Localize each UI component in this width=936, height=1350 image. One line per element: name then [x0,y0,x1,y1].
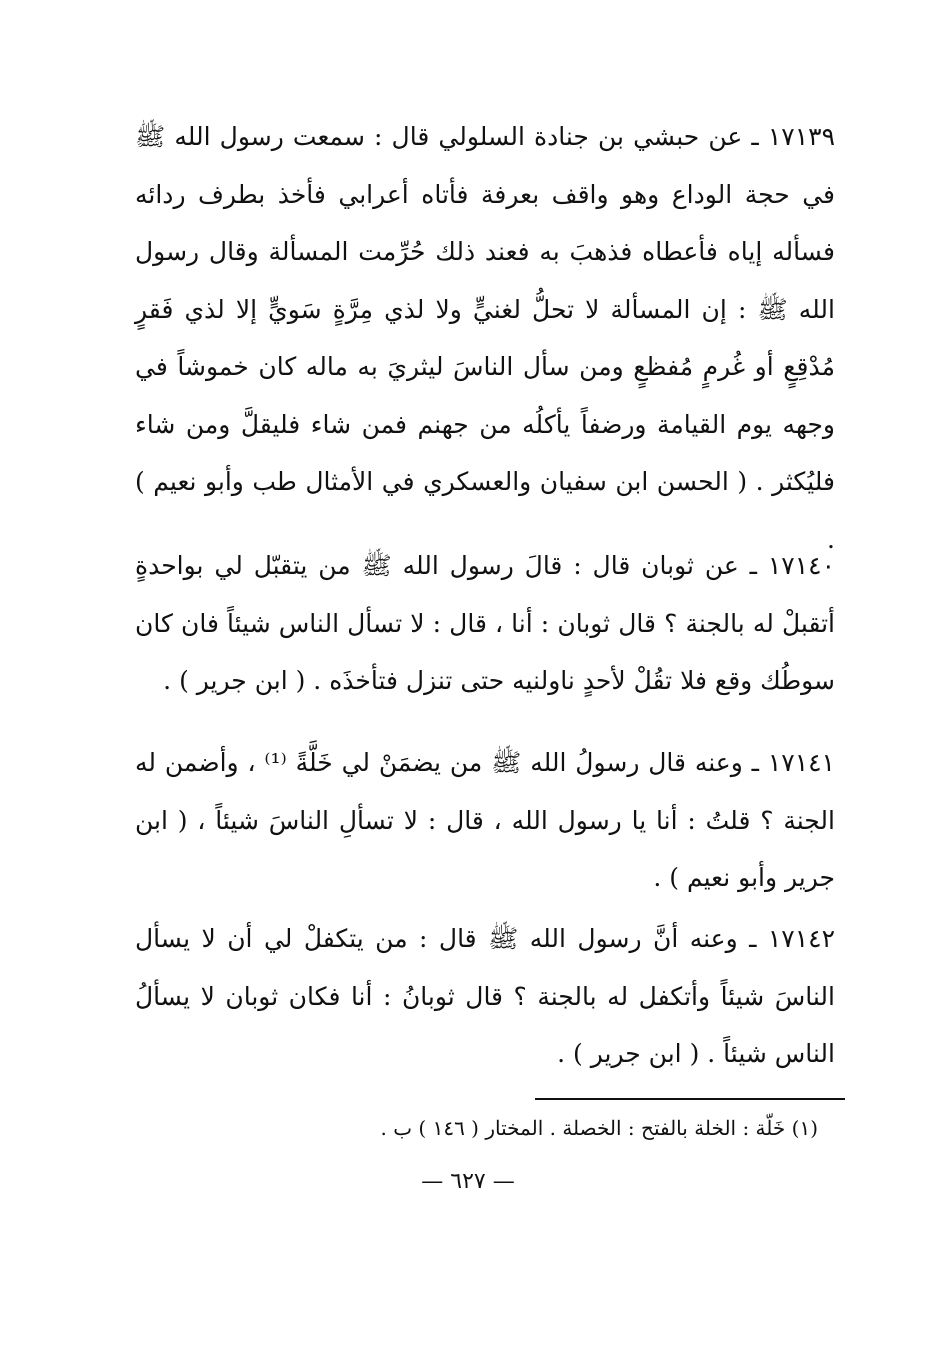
footnote: (١) خَلّة : الخلة بالفتح : الخصلة . المختار ( ١٤٦ ) ب . [380,1116,818,1140]
hadith-text: ١٧١٣٩ ـ عن حبشي بن جنادة السلولي قال : سمعت رسول الله ﷺ في حجة الوداع وهو واقف بعرفة فأتاه أعرابي فأخذ بطرف ردائه فسأله إياه فأعطاه فذهبَ به فعند ذلك حُرِّمت المسألة وقال رسول الله ﷺ : إن المسألة لا تحلُّ لغنيٍّ ولا لذي مِرَّةٍ سَويٍّ إلا لذي فَقرٍ مُدْقِعٍ أو غُرمٍ مُفظعٍ ومن سأل الناسَ ليثريَ به ماله كان خموشاً في وجهه يوم القيامة ورضفاً يأكلُه من جهنم فمن شاء فليقلَّ ومن شاء فليُكثر . ( الحسن ابن سفيان والعسكري في الأمثال طب وأبو نعيم ) . [135,122,835,554]
page-number: — ٦٢٧ — [421,1169,515,1194]
hadith-entry-17142 [135,910,835,1083]
hadith-text: ١٧١٤٢ ـ وعنه أنَّ رسول الله ﷺ قال : من يتكفلْ لي أن لا يسأل الناسَ شيئاً وأتكفل له بالجنة ؟ قال ثوبانُ : أنا فكان ثوبان لا يسألُ الناس شيئاً . ( ابن جرير ) . [135,924,835,1068]
hadith-text: ١٧١٤٠ ـ عن ثوبان قال : قالَ رسول الله ﷺ من يتقبّل لي بواحدةٍ أتقبلْ له بالجنة ؟ قال ثوبان : أنا ، قال : لا تسأل الناس شيئاً فان كان سوطُك وقع فلا تقُلْ لأحدٍ ناولنيه حتى تنزل فتأخذَه . ( ابن جرير ) . [135,551,835,695]
footnote-divider [535,1098,845,1100]
hadith-text: ١٧١٤١ ـ وعنه قال رسولُ الله ﷺ من يضمَنْ لي خَلَّةً ⁽¹⁾ ، وأضمن له الجنة ؟ قلتُ : أنا يا رسول الله ، قال : لا تسألِ الناسَ شيئاً ، ( ابن جرير وأبو نعيم ) . [135,748,835,892]
hadith-entry-17141 [135,734,835,907]
hadith-entry-17140 [135,537,835,710]
hadith-entry-17139 [135,108,835,568]
